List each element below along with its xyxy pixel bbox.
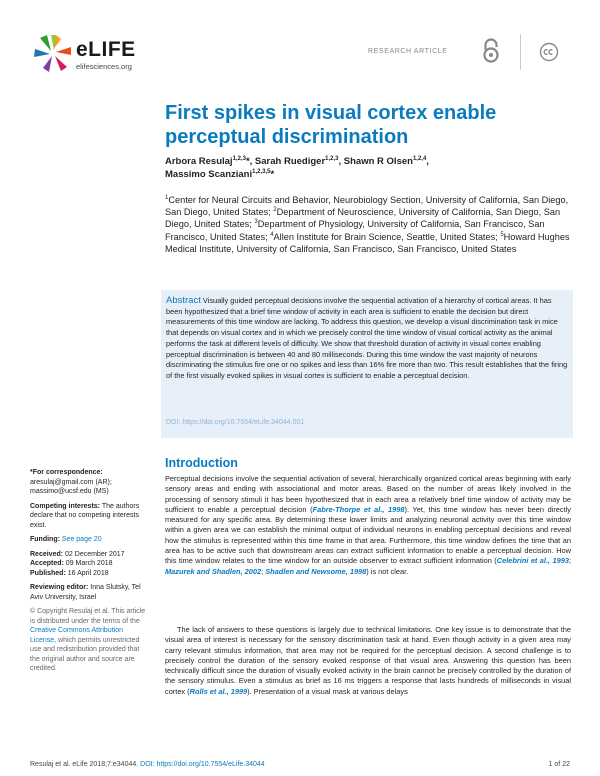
reviewing-editor-label: Reviewing editor:	[30, 584, 89, 591]
citation-link[interactable]: Mazurek and Shadlen, 2002	[165, 566, 262, 576]
author-name[interactable]: Arbora Resulaj	[165, 156, 233, 167]
author-affil-sup: 1,2,3,5	[252, 168, 271, 175]
affiliation: Department of Physiology, University of California, San Francisco, San Francisco, United States;	[165, 219, 545, 242]
abstract	[166, 296, 569, 382]
author-list: Arbora Resulaj$^{1,2,3}$*, Sarah Ruediger$^{1,2,3}$, Shawn R Olsen$^{1,2,4}$, Massimo Scanziani$^{1,2,3,5}$*	[165, 155, 429, 180]
funding-link[interactable]: See page 20	[61, 536, 102, 543]
published-date: 16 April 2018	[67, 569, 109, 577]
article-info-sidebar	[30, 468, 148, 679]
author-corr-mark: *	[270, 169, 275, 180]
abstract-heading: Abstract	[166, 295, 201, 306]
footer-doi-link[interactable]: DOI: https://doi.org/10.7554/eLife.34044	[140, 761, 265, 768]
intro-text: Perceptual decisions involve the sequential activation of several, hierarchically organized cortical areas beginning with early sensory areas and ending with associational and motor areas. Based on the number of areas likely involved in the processing of sensory stimuli it has been hypothesized that in each area a relatively brief time window of activity may be sufficient to enable a perceptual decision (	[165, 474, 571, 514]
accepted-label: Accepted:	[30, 560, 64, 567]
article-type-label: RESEARCH ARTICLE	[368, 48, 448, 55]
copyright-text: © Copyright Resulaj et al. This article is distributed under the terms of the	[30, 608, 146, 625]
intro-text: ). Presentation of a visual mask at various delays	[247, 686, 408, 696]
page-number: 1 of 22	[548, 761, 570, 768]
abstract-doi-link[interactable]: DOI: https://doi.org/10.7554/eLife.34044.001	[166, 419, 305, 426]
received-date: 02 December 2017	[65, 550, 125, 558]
published-label: Published:	[30, 569, 66, 577]
article-title: First spikes in visual cortex enable perceptual discrimination	[165, 102, 497, 148]
author-affil-sup: 1,2,4	[412, 155, 427, 162]
intro-text: ) is not clear.	[366, 566, 409, 576]
citation-link[interactable]: Shadlen and Newsome, 1998	[265, 566, 367, 576]
author-affil-sup: 1,2,3	[232, 155, 246, 162]
author-name[interactable]: Shawn R Olsen	[343, 156, 413, 167]
competing-interests-label: Competing interests:	[30, 502, 101, 510]
footer-citation: Resulaj et al. eLife 2018;7:e34044.	[30, 761, 139, 768]
intro-paragraph-1	[165, 474, 571, 577]
accepted-date: 09 March 2018	[65, 560, 113, 567]
affiliation: Center for Neural Circuits and Behavior, Neurobiology Section, University of California, San Diego, San Diego, United States;	[165, 195, 569, 218]
affiliation: Department of Neuroscience, University of California, San Diego, San Diego, United States;	[165, 207, 561, 230]
received-label: Received:	[30, 550, 64, 558]
intro-text: ). Yet, this time window has never been directly measured for any specific area. By determining these lower limits and analyzing neuronal activity over this time window within a given area we can establish the minimal output of individual neurons in enabling perceptual decisions and reveal how the stimulus is represented within this time frame in that area. Furthermore, this time window defines the time that an area has to be active such that downstream areas can extract sufficient information to enable a perceptual decision. How this time window relates to the time window for an outside observer to extract sufficient information (	[165, 504, 571, 566]
cc-license-link[interactable]: Creative Commons Attribution License,	[30, 627, 123, 644]
open-access-icon	[480, 38, 502, 64]
author-name[interactable]: Sarah Ruediger	[254, 156, 326, 167]
intro-text: ;	[261, 566, 266, 576]
citation-link[interactable]: Celebrini et al., 1993	[496, 556, 569, 566]
introduction-heading: Introduction	[165, 456, 238, 470]
correspondence-emails[interactable]: aresulaj@gmail.com (AR); massimo@ucsf.edu (MS)	[30, 478, 112, 495]
author-name[interactable]: Massimo Scanziani	[165, 169, 253, 180]
funding-label: Funding:	[30, 536, 60, 543]
header-divider	[520, 34, 521, 70]
page-footer	[30, 761, 265, 768]
author-affil-sup: 1,2,3	[325, 155, 339, 162]
journal-url[interactable]: elifesciences.org	[76, 62, 132, 71]
correspondence-label: *For correspondence:	[30, 469, 103, 476]
competing-interests-text: The authors declare that no competing interests exist.	[30, 502, 140, 529]
intro-text: The lack of answers to these questions is largely due to technical limitations. One key issue is to demonstrate that the visual area of interest is necessary for the sensory discrimination task at hand. Even though activity in a given area may carry relevant stimulus information, that area may not be required for the perceptual decision. A second challenge is to precisely control the duration of the sensory evoked response of that visual area. Answering this question has been technically difficult since the duration of visually evoked activity in the brain cannot be precisely controlled by the duration of the sensory stimulus. Even a stimulus as brief as 16 ms triggers a response that lasts hundreds of milliseconds in visual cortex (	[165, 625, 571, 696]
affiliation: Allen Institute for Brain Science, Seattle, United States;	[273, 231, 498, 242]
abstract-text: Visually guided perceptual decisions involve the sequential activation of a hierarchy of cortical areas. It has been hypothesized that a brief time window of activity in each area is sufficient to enable the decision but direct measurements of this time window are lacking. To address this question, we develop a visual discrimination task in mice that depends on visual cortex and in which we precisely control the time window of visual cortical activity as the animal performs the task at different levels of difficulty. We show that threshold duration of activity in visual cortex enabling perceptual discrimination is between 40 and 80 milliseconds. During this time window the vast majority of neurons discriminating the stimulus fire one or no spikes and less than 16% fire more than two. This result establishes that the firing of the first visually evoked spikes in visual cortex is sufficient to enable a perceptual decision.	[166, 296, 568, 380]
author-corr-mark: *	[245, 156, 250, 167]
affiliation: Howard Hughes Medical Institute, University of California, San Francisco, San Francisco, United States	[165, 231, 570, 254]
intro-text: ;	[568, 556, 571, 566]
copyright-text-end: which permits unrestricted use and redistribution provided that the original author and source are credited.	[30, 636, 140, 672]
affiliations: $^1$Center for Neural Circuits and Behavior, Neurobiology Section, University of California, San Diego, San Diego, United States; $^2$Department of Neuroscience, University of California, San Diego, San Diego, United States; $^3$Department of Physiology, University of California, San Francisco, San Francisco, United States; $^4$Allen Institute for Brain Science, Seattle, United States; $^5$Howard Hughes Medical Institute, University of California, San Francisco, San Francisco, United States	[165, 194, 570, 254]
reviewing-editor: Inna Slutsky, Tel Aviv University, Israel	[30, 584, 141, 601]
citation-link[interactable]: Fabre-Thorpe et al., 1998	[312, 504, 405, 514]
intro-paragraph-2	[165, 625, 571, 697]
journal-name: eLIFE	[76, 38, 136, 61]
creative-commons-icon	[539, 42, 559, 62]
citation-link[interactable]: Rolls et al., 1999	[189, 686, 248, 696]
